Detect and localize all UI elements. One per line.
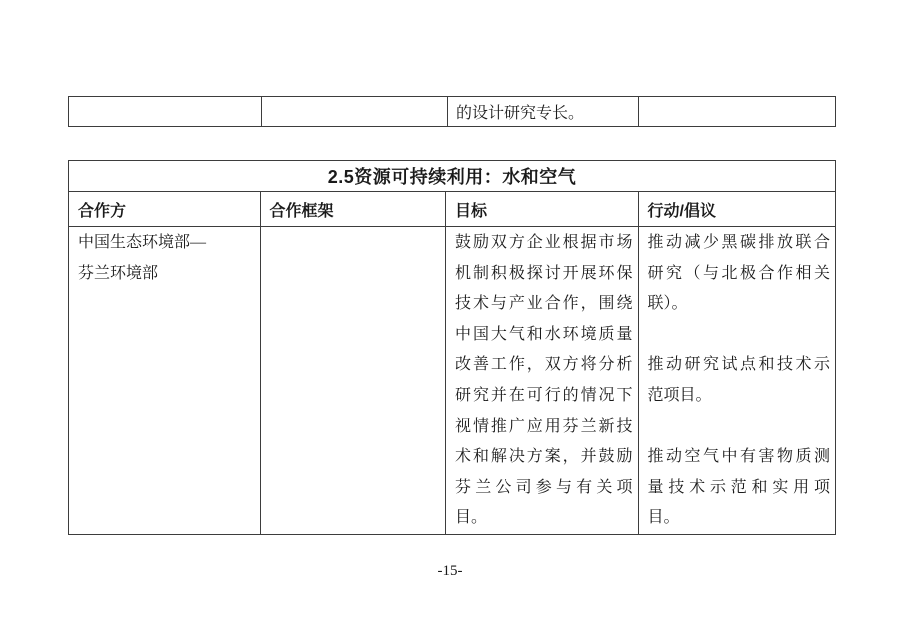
cell-partner xyxy=(69,227,260,534)
fragment-cell-framework xyxy=(261,97,448,126)
goal-line: 中国大气和水环境质量 xyxy=(455,325,633,343)
fragment-table xyxy=(68,96,836,127)
action-line: 推动研究试点和技术示 xyxy=(647,356,830,374)
cell-action xyxy=(638,227,835,534)
column-header-action: 行动/倡议 xyxy=(638,192,835,226)
action-line: 研究（与北极合作相关 xyxy=(647,264,830,282)
column-header-framework: 合作框架 xyxy=(260,192,446,226)
action-line: 范项目。 xyxy=(647,386,712,404)
partner-line: 芬兰环境部 xyxy=(78,264,159,282)
section-title: 2.5资源可持续利用：水和空气 xyxy=(327,167,577,187)
goal-line: 视情推广应用芬兰新技 xyxy=(455,417,633,435)
action-line: 量技术示范和实用项 xyxy=(647,478,830,496)
action-line-blank xyxy=(648,320,830,351)
page-number: -15- xyxy=(437,563,463,579)
column-header-partner: 合作方 xyxy=(78,202,127,220)
partner-line: 中国生态环境部— xyxy=(78,234,207,251)
goal-line: 技术与产业合作，围绕 xyxy=(455,295,633,313)
fragment-cell-partner xyxy=(69,97,261,126)
goal-line: 目。 xyxy=(455,509,488,527)
action-line: 推动减少黑碳排放联合 xyxy=(647,234,830,251)
cell-goal xyxy=(445,227,638,534)
fragment-cell-goal: 的设计研究专长。 xyxy=(447,97,638,126)
column-header-goal: 目标 xyxy=(445,192,638,226)
action-line: 推动空气中有害物质测 xyxy=(647,448,830,466)
action-line: 联）。 xyxy=(647,295,688,313)
goal-line: 研究并在可行的情况下 xyxy=(455,386,633,404)
table-row xyxy=(69,226,835,534)
table-header-row xyxy=(69,191,835,226)
goal-line: 改善工作，双方将分析 xyxy=(455,356,633,374)
cell-framework xyxy=(260,227,446,534)
fragment-cell-action xyxy=(638,97,835,126)
goal-line: 术和解决方案，并鼓励 xyxy=(455,448,633,466)
section-table xyxy=(68,160,836,535)
goal-line: 鼓励双方企业根据市场 xyxy=(455,234,633,251)
action-line-blank xyxy=(648,412,830,443)
goal-line: 机制积极探讨开展环保 xyxy=(455,264,633,282)
goal-line: 芬兰公司参与有关项 xyxy=(455,478,633,496)
action-line: 目。 xyxy=(647,509,680,527)
